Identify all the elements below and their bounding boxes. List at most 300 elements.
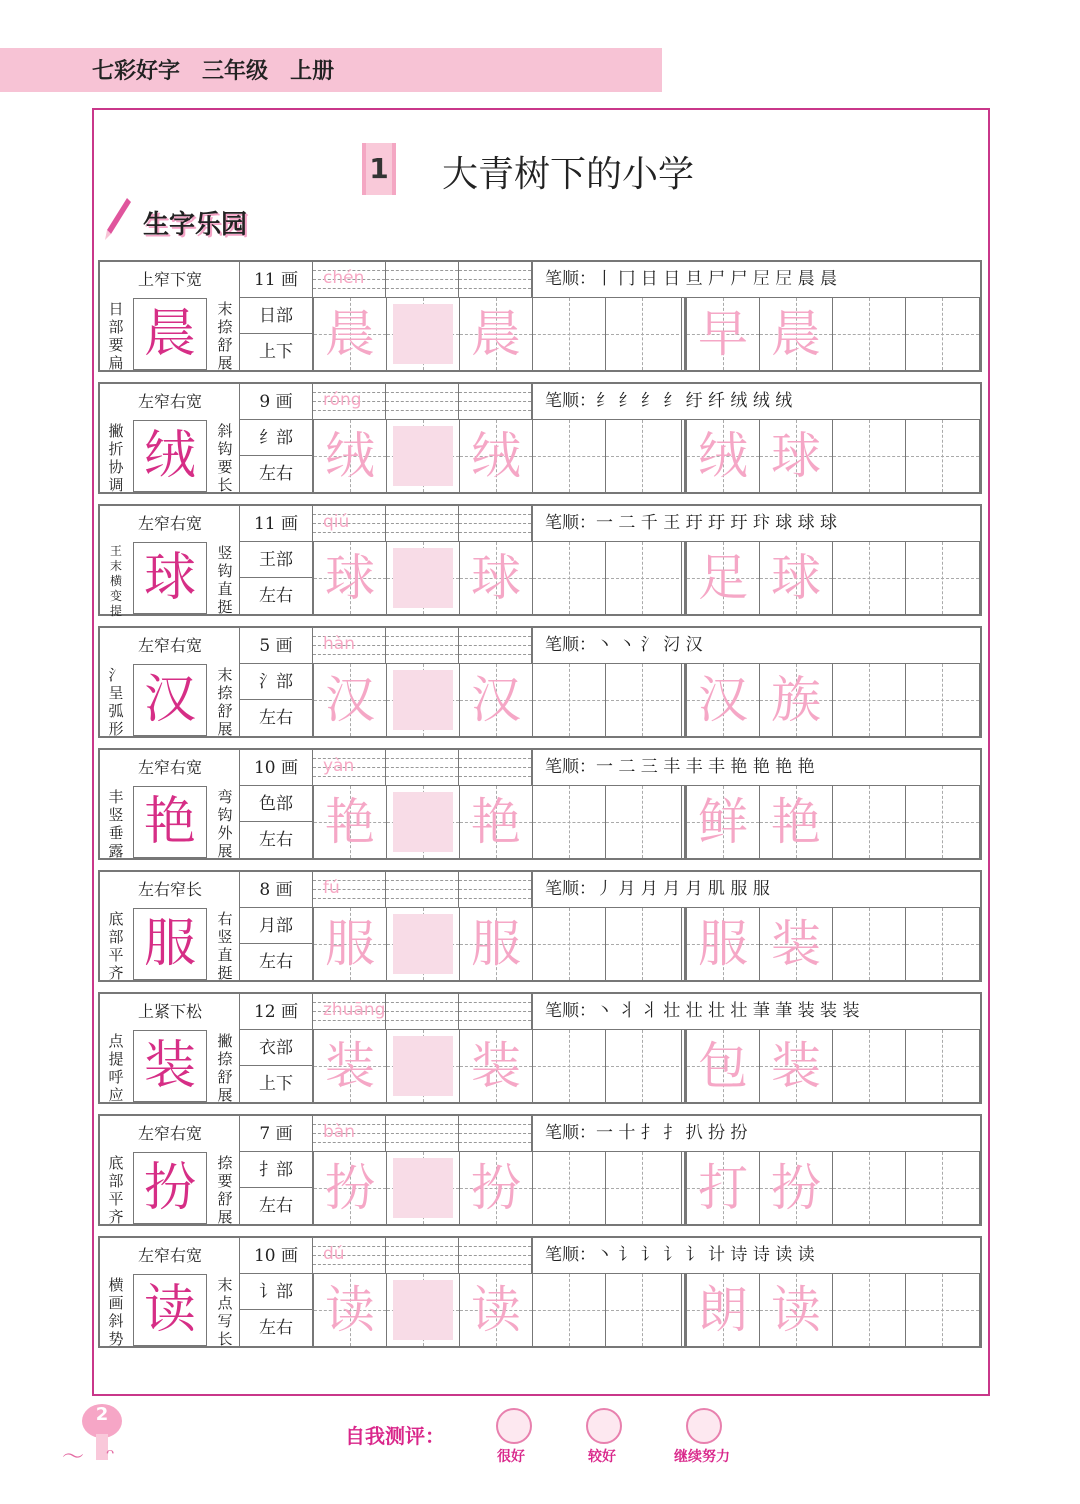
word-cell[interactable] [906,1274,979,1346]
pinyin-cell[interactable] [313,384,386,420]
tip-left: 底部平齐 [108,1154,124,1226]
layout-type: 上下 [259,342,293,362]
stroke-order-label: 笔顺： [545,513,596,533]
tip-left: 点提呼应 [108,1032,124,1104]
layout-type: 左右 [259,830,293,850]
practice-cell[interactable] [460,420,533,492]
structure-label: 左窄右宽 [137,758,202,777]
word-cell[interactable] [760,420,833,492]
grade-label: 三年级 [202,59,269,84]
pinyin-cell[interactable] [313,1116,386,1152]
stroke-order [532,628,980,664]
pinyin-cell[interactable] [459,872,532,908]
stroke-count: 10 画 [240,1238,312,1274]
pinyin-cell[interactable] [386,1116,459,1152]
practice-cell[interactable] [533,664,606,736]
practice-cell[interactable] [314,1274,387,1346]
word-cell[interactable] [760,1152,833,1224]
pinyin-row [313,872,532,908]
model-char-box [133,786,207,858]
pinyin-cell[interactable] [459,506,532,542]
model-char: 汉 [143,670,196,730]
word-cell[interactable] [687,908,760,980]
layout-type: 左右 [259,1318,293,1338]
char-block [98,992,982,1104]
pinyin: róng [323,390,362,410]
practice-cell[interactable] [533,542,606,614]
stroke-order-label: 笔顺： [545,635,596,655]
word-char: 装 [771,1037,821,1095]
trace-char: 读 [325,1281,375,1339]
structure-label: 上窄下宽 [137,270,202,289]
stroke-count: 9 画 [240,384,312,420]
tip-right: 弯钩外展 [217,788,233,860]
practice-cell[interactable] [387,1274,460,1346]
stroke-order-seq: 一 二 千 王 玗 玗 玗 玣 球 球 球 [596,513,838,533]
model-char-box [133,1274,207,1346]
model-char: 装 [143,1036,196,1096]
char-meta [240,384,313,492]
word-char: 艳 [771,793,821,851]
word-cell[interactable] [833,908,906,980]
radical: 讠部 [240,1274,312,1310]
tip-right: 斜钩要长 [217,422,233,494]
practice-cell[interactable] [606,908,679,980]
practice-cell[interactable] [314,298,387,370]
word-grid [684,908,980,980]
practice-grid [313,786,682,858]
word-grid [684,786,980,858]
model-char-box [133,664,207,736]
radical: 纟部 [240,420,312,456]
word-cell[interactable] [687,786,760,858]
word-cell[interactable] [833,786,906,858]
word-cell[interactable] [833,420,906,492]
word-grid [684,664,980,736]
trace-char: 晨 [325,305,375,363]
practice-cell[interactable] [606,1152,679,1224]
char-meta [240,1238,313,1346]
word-cell[interactable] [906,298,979,370]
trace-shade [393,1158,453,1218]
pinyin-cell[interactable] [313,506,386,542]
word-cell[interactable] [687,1152,760,1224]
char-info [100,1238,240,1346]
radical: 色部 [240,786,312,822]
word-cell[interactable] [906,1030,979,1102]
word-cell[interactable] [833,542,906,614]
practice-cell[interactable] [460,908,533,980]
grass-decoration-icon: 〜 ᵔ [62,1445,115,1470]
word-cell[interactable] [833,1274,906,1346]
layout-type: 左右 [259,464,293,484]
practice-grid [313,908,682,980]
stroke-count: 7 画 [240,1116,312,1152]
radical: 扌部 [240,1152,312,1188]
trace-char: 汉 [471,671,521,729]
practice-grid [313,1152,682,1224]
char-info [100,628,240,736]
practice-cell[interactable] [606,664,679,736]
word-cell[interactable] [906,908,979,980]
word-cell[interactable] [687,542,760,614]
stroke-order [532,1116,980,1152]
word-cell[interactable] [833,664,906,736]
stroke-count: 5 画 [240,628,312,664]
stroke-order-seq: 丶 讠 讠 讠 讠 计 诗 诗 读 读 [596,1245,815,1265]
trace-char: 服 [325,915,375,973]
happy-face-icon[interactable] [496,1408,532,1444]
tip-left: 日部要扁 [108,300,124,372]
pinyin: chén [323,268,365,288]
practice-cell[interactable] [460,786,533,858]
tip-left: 底部平齐 [108,910,124,982]
pinyin-row [313,1238,532,1274]
stroke-order-label: 笔顺： [545,1001,596,1021]
word-cell[interactable] [833,1030,906,1102]
char-block [98,1236,982,1348]
practice-cell[interactable] [606,542,679,614]
model-char: 服 [143,914,196,974]
word-grid [684,542,980,614]
practice-cell[interactable] [533,298,606,370]
radical: 氵部 [240,664,312,700]
word-char: 装 [771,915,821,973]
stroke-order [532,384,980,420]
word-cell[interactable] [833,1152,906,1224]
char-meta [240,1116,313,1224]
word-grid [684,298,980,370]
word-cell[interactable] [687,420,760,492]
word-cell[interactable] [687,664,760,736]
pinyin-cell[interactable] [459,1116,532,1152]
practice-cell[interactable] [314,908,387,980]
tip-left: 王末横变提 [109,544,122,618]
trace-shade [393,426,453,486]
pinyin: bàn [323,1122,355,1142]
practice-grid [313,542,682,614]
layout-type: 左右 [259,1196,293,1216]
book-name: 七彩好字 [92,59,181,84]
word-cell[interactable] [760,1030,833,1102]
trace-char: 扮 [325,1159,375,1217]
rating-very-good: 很好 [497,1449,525,1465]
practice-grid [313,420,682,492]
structure-label: 左右窄长 [137,880,202,899]
header-text [92,54,334,85]
stroke-order-label: 笔顺： [545,391,596,411]
model-char-box [133,298,207,370]
trace-char: 绒 [471,427,521,485]
stroke-order-label: 笔顺： [545,269,596,289]
practice-grid [313,1030,682,1102]
pinyin-row [313,506,532,542]
char-block [98,870,982,982]
word-cell[interactable] [687,298,760,370]
lesson-number: 1 [362,143,396,195]
pinyin-cell[interactable] [459,750,532,786]
word-char: 绒 [698,427,748,485]
trace-char: 绒 [325,427,375,485]
word-cell[interactable] [760,908,833,980]
char-meta [240,994,313,1102]
char-meta [240,750,313,858]
word-char: 族 [771,671,821,729]
pinyin-row [313,750,532,786]
trace-char: 艳 [325,793,375,851]
practice-cell[interactable] [533,786,606,858]
model-char-box [133,1030,207,1102]
practice-cell[interactable] [460,1152,533,1224]
char-block [98,382,982,494]
radical: 衣部 [240,1030,312,1066]
word-cell[interactable] [687,1274,760,1346]
stroke-order-label: 笔顺： [545,757,596,777]
char-meta [240,506,313,614]
stroke-order-seq: 一 十 扌 扌 扒 扮 扮 [596,1123,748,1143]
word-grid [684,1274,980,1346]
pinyin-cell[interactable] [313,628,386,664]
practice-cell[interactable] [606,1274,679,1346]
char-info [100,384,240,492]
model-char-box [133,908,207,980]
stroke-order [532,872,980,908]
practice-cell[interactable] [460,664,533,736]
trace-shade [393,548,453,608]
pinyin-cell[interactable] [386,994,459,1030]
volume-label: 上册 [290,59,335,84]
pinyin-cell[interactable] [313,1238,386,1274]
pinyin-cell[interactable] [459,384,532,420]
pinyin-row [313,384,532,420]
pinyin-cell[interactable] [459,994,532,1030]
model-char: 晨 [143,304,196,364]
pinyin-cell[interactable] [459,1238,532,1274]
practice-cell[interactable] [387,786,460,858]
word-cell[interactable] [760,298,833,370]
word-cell[interactable] [906,1152,979,1224]
model-char: 球 [143,548,196,608]
stroke-order [532,506,980,542]
word-cell[interactable] [760,786,833,858]
pinyin-cell[interactable] [386,262,459,298]
practice-cell[interactable] [387,420,460,492]
pinyin-cell[interactable] [313,262,386,298]
lesson-title: 大青树下的小学 [442,154,695,195]
practice-cell[interactable] [533,1030,606,1102]
pinyin-cell[interactable] [313,994,386,1030]
tip-left: 丰竖垂露 [108,788,124,860]
stroke-order [532,750,980,786]
word-cell[interactable] [906,786,979,858]
smile-face-icon[interactable] [586,1408,622,1444]
practice-cell[interactable] [314,664,387,736]
char-meta [240,262,313,370]
layout-type: 上下 [259,1074,293,1094]
trace-char: 服 [471,915,521,973]
practice-cell[interactable] [314,1030,387,1102]
word-cell[interactable] [906,420,979,492]
practice-cell[interactable] [533,1152,606,1224]
tip-left: 撇折协调 [108,422,124,494]
structure-label: 左窄右宽 [137,392,202,411]
layout-type: 左右 [259,952,293,972]
pencil-icon [103,196,133,242]
char-info [100,750,240,858]
model-char-box [133,542,207,614]
structure-label: 左窄右宽 [137,636,202,655]
word-char: 扮 [771,1159,821,1217]
tip-right: 末捺舒展 [217,666,233,738]
pinyin: dú [323,1244,345,1264]
char-block [98,626,982,738]
practice-cell[interactable] [314,420,387,492]
practice-cell[interactable] [314,1152,387,1224]
word-cell[interactable] [906,542,979,614]
trace-char: 球 [325,549,375,607]
trace-shade [393,914,453,974]
tip-right: 末点写长 [217,1276,233,1348]
tip-left: 横画斜势 [108,1276,124,1348]
model-char-box [133,1152,207,1224]
word-cell[interactable] [760,664,833,736]
structure-label: 左窄右宽 [137,514,202,533]
char-block [98,504,982,616]
char-block [98,748,982,860]
practice-cell[interactable] [606,298,679,370]
rating-good: 较好 [588,1449,616,1465]
stroke-order [532,1238,980,1274]
practice-cell[interactable] [460,298,533,370]
pinyin-cell[interactable] [386,1238,459,1274]
trace-char: 艳 [471,793,521,851]
word-cell[interactable] [906,664,979,736]
stroke-order [532,994,980,1030]
trace-shade [393,670,453,730]
practice-cell[interactable] [460,1274,533,1346]
practice-cell[interactable] [460,542,533,614]
pinyin-row [313,1116,532,1152]
pinyin-cell[interactable] [386,628,459,664]
pinyin: zhuāng [323,1000,386,1020]
radical: 王部 [240,542,312,578]
word-char: 汉 [698,671,748,729]
word-cell[interactable] [760,1274,833,1346]
stroke-order-label: 笔顺： [545,1123,596,1143]
practice-cell[interactable] [606,786,679,858]
stroke-count: 11 画 [240,506,312,542]
pinyin-row [313,628,532,664]
word-cell[interactable] [833,298,906,370]
pinyin-cell[interactable] [313,750,386,786]
header-bar [0,48,662,92]
model-char-box [133,420,207,492]
practice-cell[interactable] [533,1274,606,1346]
practice-cell[interactable] [533,908,606,980]
model-char: 读 [143,1280,196,1340]
word-cell[interactable] [760,542,833,614]
word-grid [684,1030,980,1102]
pinyin-cell[interactable] [459,628,532,664]
layout-type: 左右 [259,586,293,606]
stroke-order-seq: 丶 丶 氵 汈 汉 [596,635,703,655]
stroke-order-seq: 一 二 三 丰 丰 丰 艳 艳 艳 艳 [596,757,815,777]
pinyin-cell[interactable] [313,872,386,908]
char-block [98,260,982,372]
practice-cell[interactable] [387,908,460,980]
word-char: 球 [771,549,821,607]
word-cell[interactable] [687,1030,760,1102]
pinyin: yàn [323,756,355,776]
pinyin-cell[interactable] [386,506,459,542]
model-char: 扮 [143,1158,196,1218]
stroke-count: 11 画 [240,262,312,298]
char-info [100,872,240,980]
pinyin-row [313,262,532,298]
word-char: 包 [698,1037,748,1095]
practice-cell[interactable] [387,1030,460,1102]
pinyin-cell[interactable] [386,872,459,908]
trace-shade [393,792,453,852]
structure-label: 左窄右宽 [137,1246,202,1265]
char-info [100,1116,240,1224]
practice-cell[interactable] [606,420,679,492]
char-block [98,1114,982,1226]
stroke-count: 12 画 [240,994,312,1030]
pinyin: fú [323,878,340,898]
practice-cell[interactable] [314,786,387,858]
word-char: 早 [698,305,748,363]
char-meta [240,872,313,980]
pinyin-row [313,994,532,1030]
word-grid [684,1152,980,1224]
pinyin-cell[interactable] [459,262,532,298]
tip-left: 氵呈弧形 [108,666,124,738]
trace-shade [393,1280,453,1340]
structure-label: 上紧下松 [137,1002,202,1021]
stroke-order-label: 笔顺： [545,879,596,899]
practice-cell[interactable] [387,664,460,736]
char-meta [240,628,313,736]
stroke-count: 8 画 [240,872,312,908]
stroke-order-label: 笔顺： [545,1245,596,1265]
practice-cell[interactable] [387,1152,460,1224]
word-grid [684,420,980,492]
practice-cell[interactable] [314,542,387,614]
practice-cell[interactable] [387,298,460,370]
word-char: 服 [698,915,748,973]
tip-right: 捺要舒展 [217,1154,233,1226]
practice-grid [313,1274,682,1346]
trace-shade [393,304,453,364]
word-char: 球 [771,427,821,485]
tip-right: 撇捺舒展 [217,1032,233,1104]
practice-cell[interactable] [606,1030,679,1102]
trace-char: 晨 [471,305,521,363]
pinyin-cell[interactable] [386,384,459,420]
word-char: 鲜 [698,793,748,851]
section-title: 生字乐园 [143,210,248,240]
trace-char: 汉 [325,671,375,729]
stroke-order-seq: 丨 冂 日 日 旦 尸 尸 𡰱 𡰱 晨 晨 [596,269,838,289]
page-number: 2 [82,1404,122,1438]
sad-face-icon[interactable] [686,1408,722,1444]
pinyin-cell[interactable] [386,750,459,786]
practice-cell[interactable] [460,1030,533,1102]
pinyin: qiú [323,512,350,532]
practice-cell[interactable] [533,420,606,492]
practice-cell[interactable] [387,542,460,614]
